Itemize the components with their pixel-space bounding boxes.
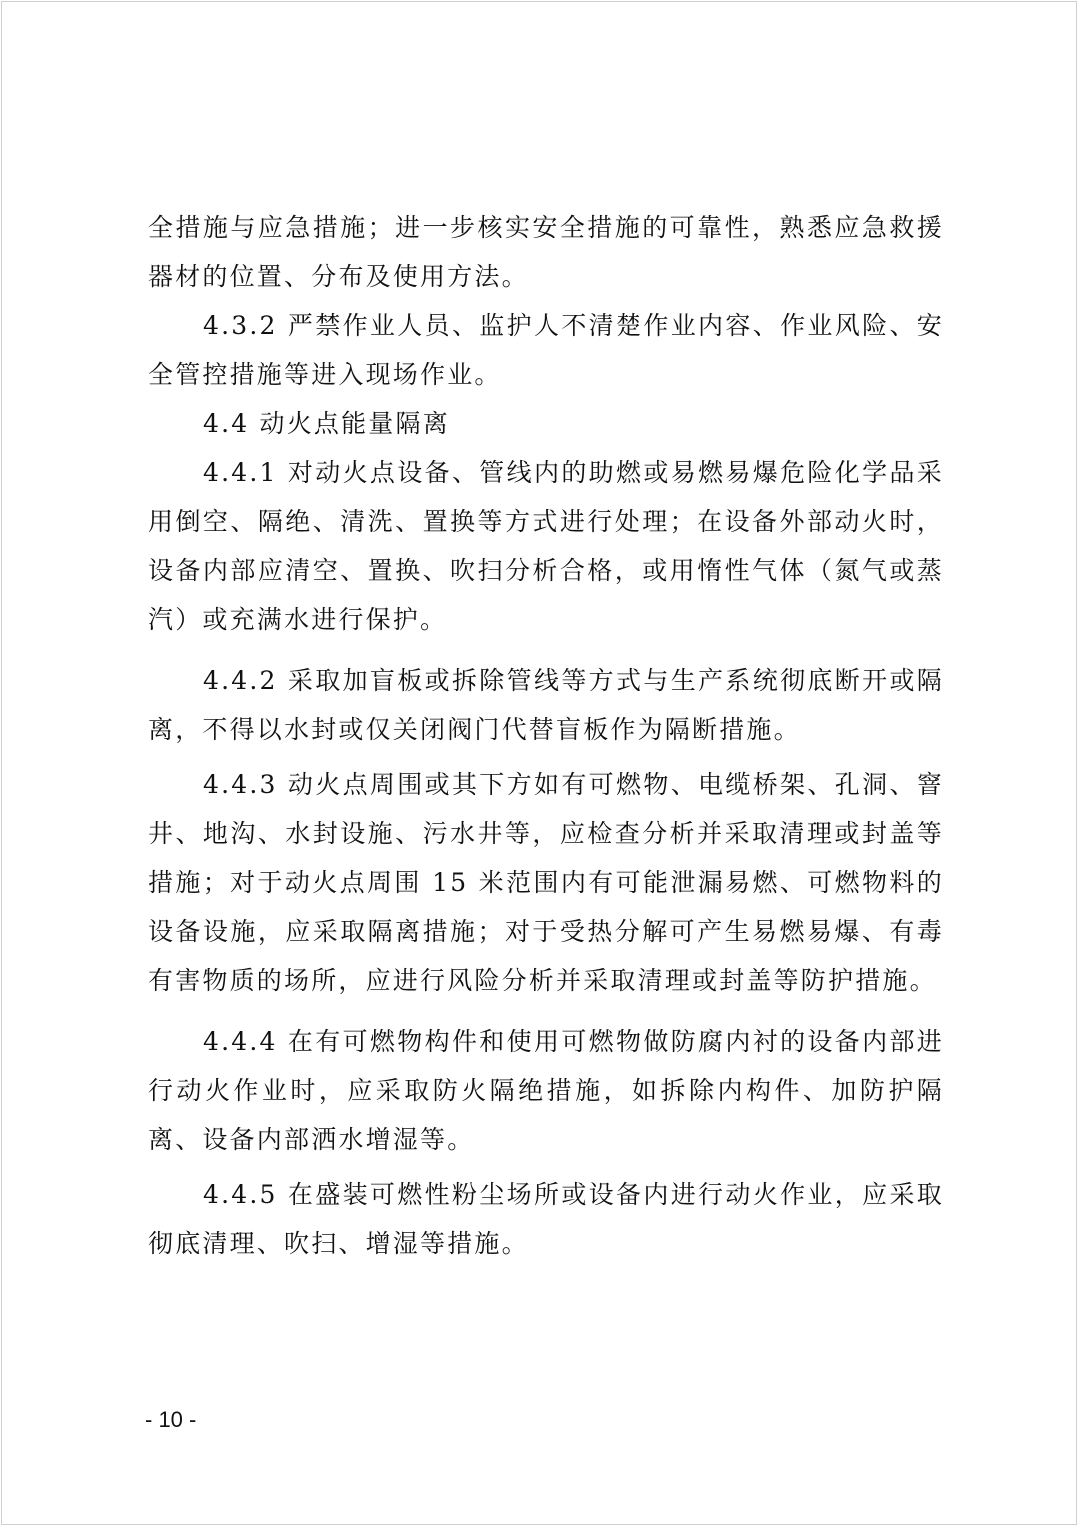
page-number: - 10 - <box>145 1407 197 1432</box>
paragraph-4-4-1: 4.4.1 对动火点设备、管线内的助燃或易燃易爆危险化学品采用倒空、隔绝、清洗、置换等方式进行处理；在设备外部动火时，设备内部应清空、置换、吹扫分析合格，或用惰性气体（氮气或蒸汽）或充满水进行保护。 <box>148 458 944 634</box>
paragraph-4-4-3: 4.4.3 动火点周围或其下方如有可燃物、电缆桥架、孔洞、窨井、地沟、水封设施、污水井等，应检查分析并采取清理或封盖等措施；对于动火点周围 15 米范围内有可能泄漏易燃、可燃物料的设备设施，应采取隔离措施；对于受热分解可产生易燃易爆、有毒有害物质的场所，应进行风险分析并采取清理或封盖等防护措施。 <box>148 770 944 995</box>
document-body <box>148 203 944 1268</box>
section-heading-4-4: 4.4 动火点能量隔离 <box>203 409 450 438</box>
paragraph-4-4-2: 4.4.2 采取加盲板或拆除管线等方式与生产系统彻底断开或隔离，不得以水封或仅关闭阀门代替盲板作为隔断措施。 <box>148 666 944 744</box>
paragraph-4-3-2: 4.3.2 严禁作业人员、监护人不清楚作业内容、作业风险、安全管控措施等进入现场作业。 <box>148 311 944 389</box>
paragraph-4-4-5: 4.4.5 在盛装可燃性粉尘场所或设备内进行动火作业，应采取彻底清理、吹扫、增湿等措施。 <box>148 1180 944 1258</box>
paragraph-4-4-4: 4.4.4 在有可燃物构件和使用可燃物做防腐内衬的设备内部进行动火作业时，应采取防火隔绝措施，如拆除内构件、加防护隔离、设备内部洒水增湿等。 <box>148 1027 944 1154</box>
paragraph-continuation: 全措施与应急措施；进一步核实安全措施的可靠性，熟悉应急救援器材的位置、分布及使用方法。 <box>148 213 944 291</box>
